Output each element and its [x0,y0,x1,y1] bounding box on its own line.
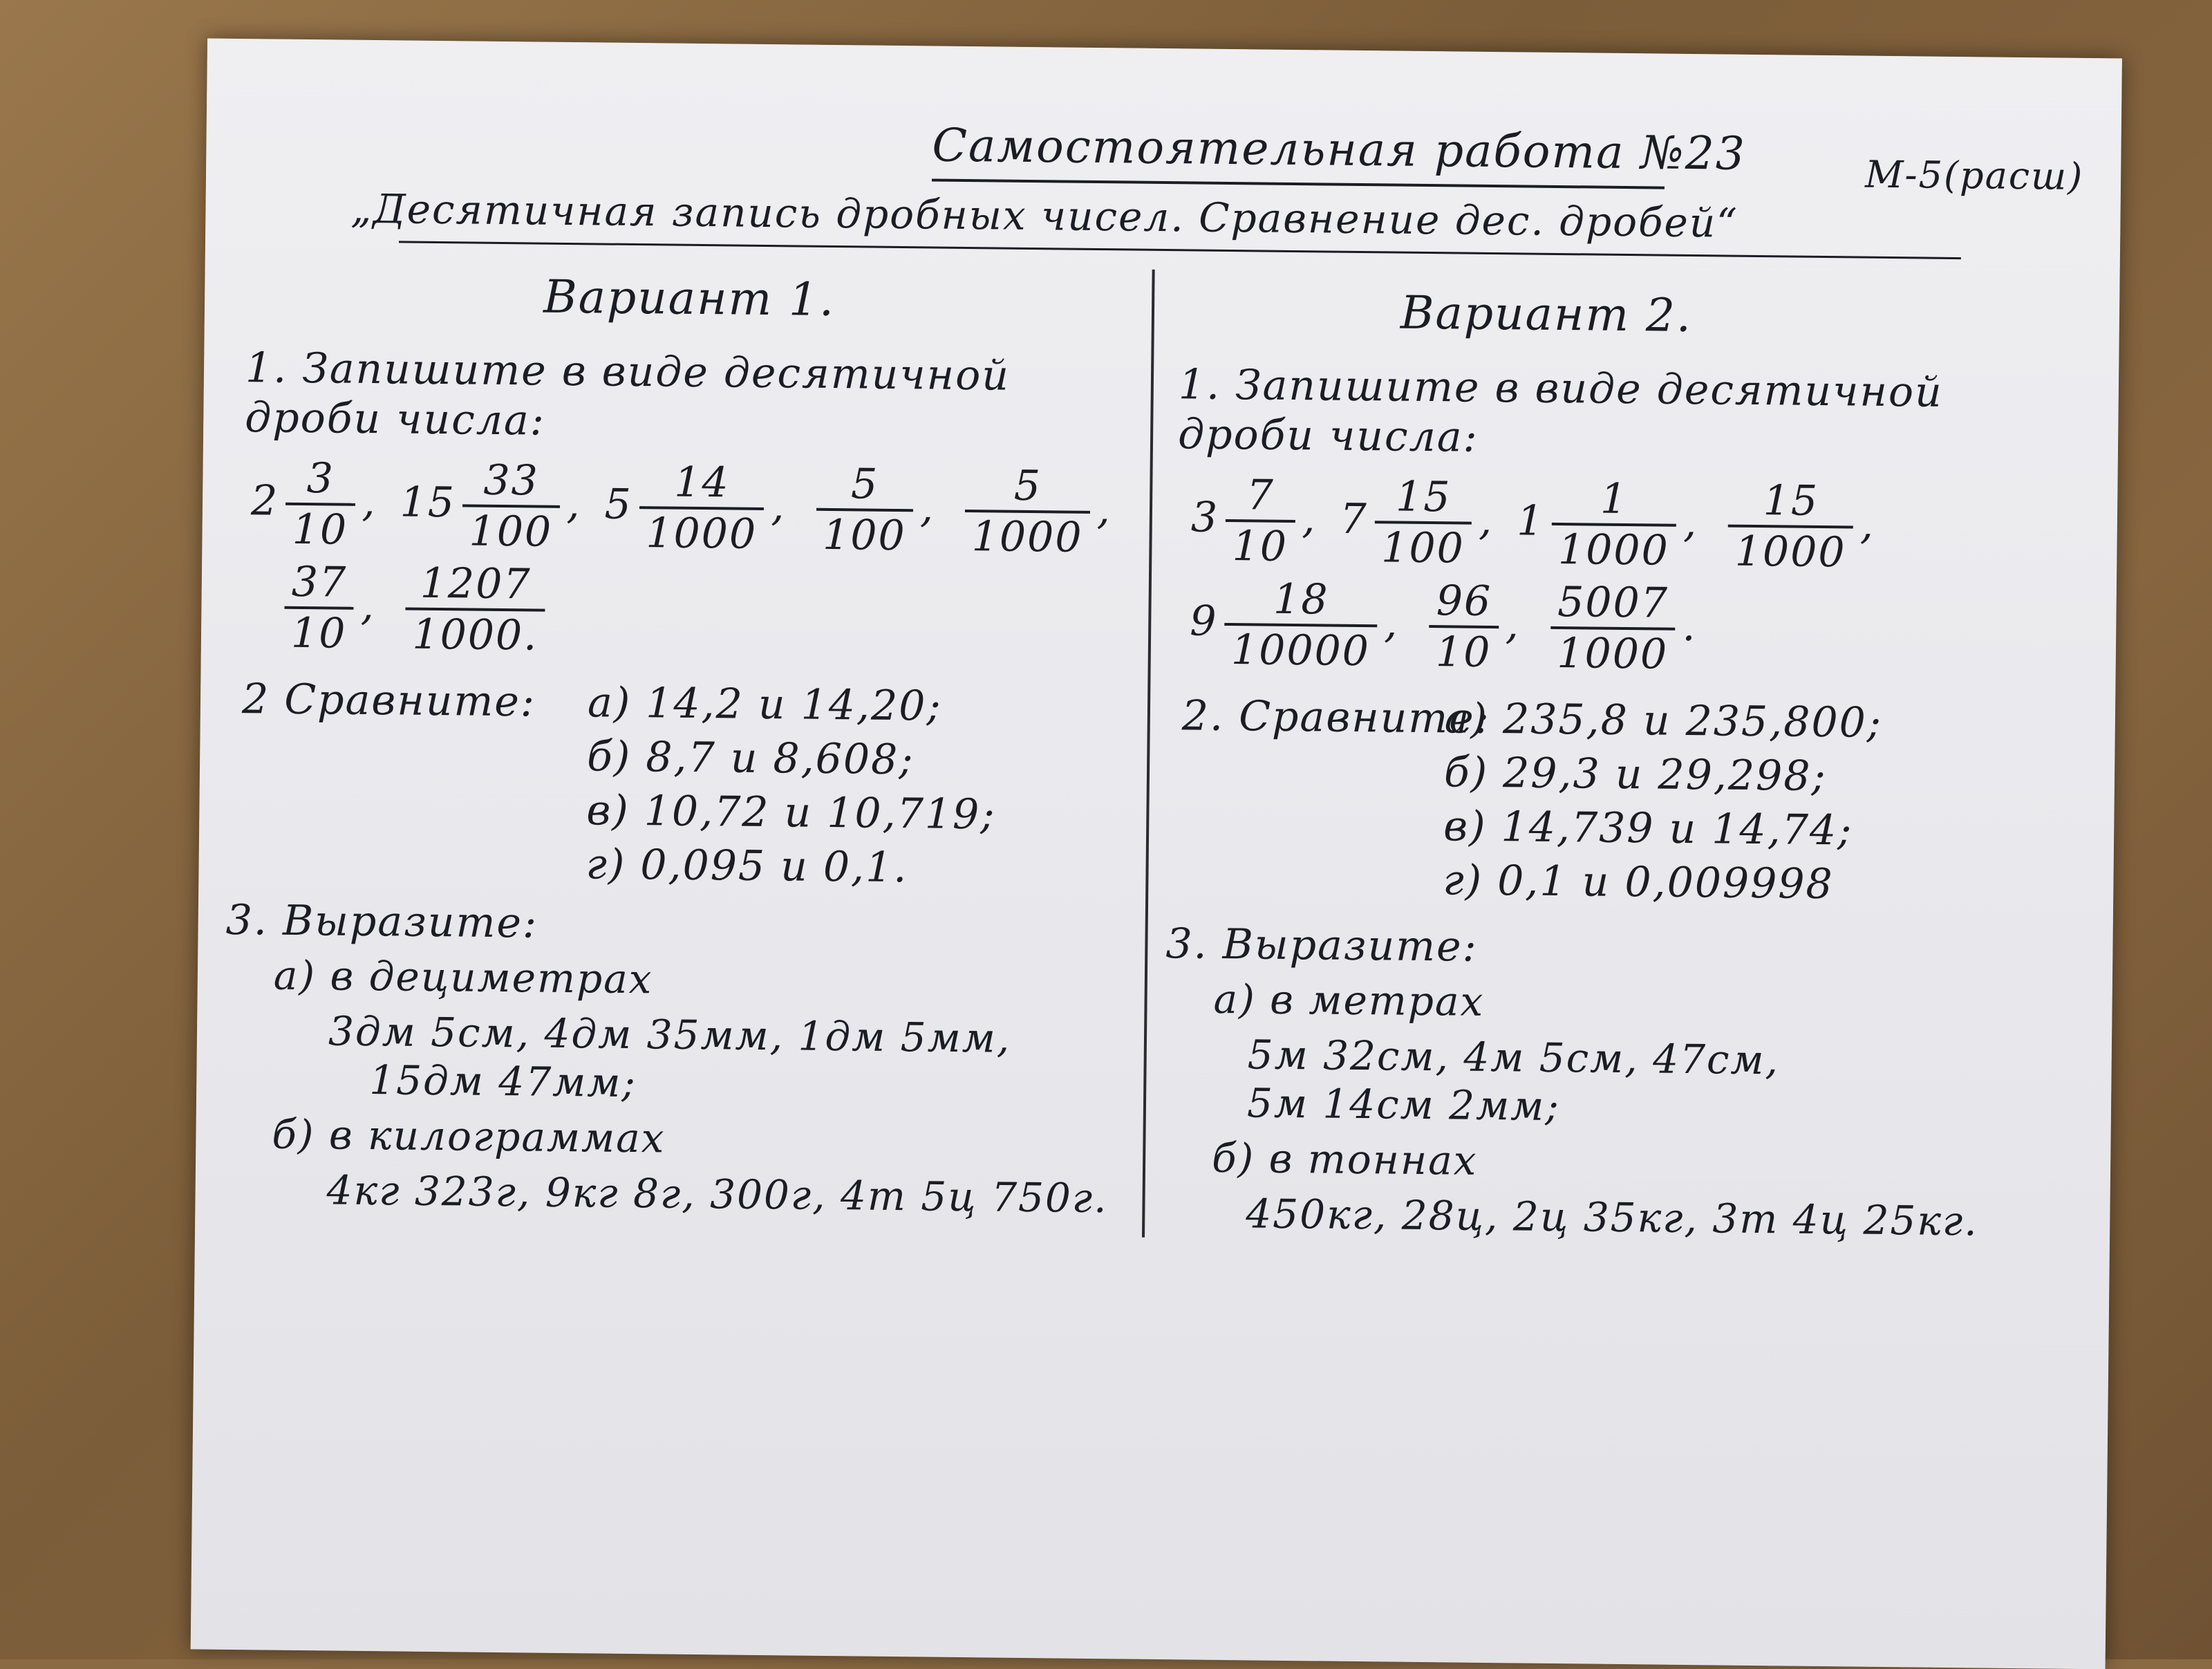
mixed-number [604,458,790,559]
separator: , [360,581,376,630]
fraction [1727,476,1853,577]
mixed-number [1340,472,1498,573]
numerator: 7 [1246,471,1275,520]
v2-task3-b-label: б) в тоннах [1211,1134,1478,1184]
numerator: 1207 [420,559,532,609]
mixed-number [277,557,379,658]
fraction [1429,577,1499,677]
whole-part: 3 [1190,492,1219,542]
v2-fractions-row1 [1190,470,1899,577]
v2-task3-label: 3. Выразите: [1165,920,1479,971]
separator: , [362,477,377,526]
fraction [816,460,914,560]
numerator: 5007 [1557,577,1669,628]
v1-task3-a-values-2: 15дм 47мм; [368,1056,637,1107]
compare-item: а) 235,8 и 235,800; [1444,694,1883,747]
numerator: 5 [1013,461,1042,511]
denominator: 100 [1374,521,1472,572]
title-underline [932,178,1665,189]
fraction [1225,471,1295,571]
v1-task1-label: 1. Запишите в виде десятичной дроби числа: [244,344,1011,445]
fraction [1550,578,1676,679]
fraction [639,458,765,559]
denominator: 1000. [405,608,545,660]
whole-part: 9 [1189,596,1218,646]
fraction [964,461,1090,562]
compare-item: г) 0,095 и 0,1. [585,840,908,893]
fraction [285,454,355,554]
mixed-number [400,456,585,557]
mixed-number [1189,575,1403,676]
separator: , [771,481,786,530]
v2-task3-a-values-2: 5м 14см 2мм; [1246,1079,1561,1130]
denominator: 1000 [1727,525,1853,577]
denominator: 10 [284,606,354,658]
separator: , [919,483,935,532]
fraction [462,456,560,556]
whole-part: 1 [1516,496,1545,546]
v2-task3-a-label: а) в метрах [1213,975,1485,1025]
v1-task3-b-label: б) в килограммах [272,1110,666,1162]
mixed-number [399,559,553,660]
compare-item: в) 14,739 и 14,74; [1443,802,1853,855]
compare-item: а) 14,2 и 14,20; [587,678,943,731]
separator: , [566,479,582,528]
worksheet-title: Самостоятельная работа №23 [932,118,1747,180]
separator: , [1478,496,1494,545]
v2-task2-label: 2. Сравните: [1181,691,1491,743]
separator: , [1384,598,1399,648]
denominator: 10 [1429,625,1499,677]
mixed-number [1190,471,1321,571]
compare-item: б) 29,3 и 29,298; [1443,748,1828,801]
compare-item: г) 0,1 и 0,009998 [1443,856,1835,909]
fraction [284,558,355,658]
separator: , [1859,500,1875,549]
denominator: 1000 [1551,523,1676,575]
class-note: М-5(расш) [1864,152,2084,198]
denominator: 1000 [639,506,764,559]
numerator: 15 [1395,472,1452,522]
denominator: 100 [816,508,913,560]
separator: , [1096,485,1112,534]
v2-task3-a-values-1: 5м 32см, 4м 5см, 47см, [1247,1031,1780,1084]
worksheet-paper [191,38,2122,1669]
variant2-heading: Вариант 2. [1400,286,1693,343]
numerator: 37 [291,557,348,607]
denominator: 100 [462,504,559,556]
numerator: 33 [483,456,540,505]
v1-fractions-row2 [277,558,572,660]
compare-item: б) 8,7 и 8,608; [586,732,915,785]
separator: , [1505,599,1521,649]
mixed-number [1516,474,1703,575]
v1-task3-b-values: 4кг 323г, 9кг 8г, 300г, 4т 5ц 750г. [326,1166,1108,1222]
worksheet-subtitle: „Десятичная запись дробных чисел. Сравнение дес. дробей“ [350,185,1739,247]
whole-part: 2 [250,476,279,525]
fraction [405,559,545,660]
v1-task3-a-label: а) в дециметрах [273,951,653,1003]
denominator: 10 [1225,519,1295,571]
fraction [1551,474,1677,575]
denominator: 1000 [1550,626,1675,679]
mixed-number [250,454,381,554]
separator: , [1683,498,1698,547]
v1-fractions-row1 [250,454,1135,562]
column-divider [1142,270,1155,1238]
fraction [1374,472,1472,572]
mixed-number [1422,577,1524,677]
numerator: 15 [1763,476,1819,525]
whole-part: 7 [1340,494,1369,543]
mixed-number [809,460,939,561]
fraction [1224,575,1378,675]
separator: . [1682,602,1698,651]
v1-task3-label: 3. Выразите: [225,895,538,948]
variant1-heading: Вариант 1. [543,270,836,327]
numerator: 1 [1600,474,1629,524]
v2-fractions-row2 [1190,574,1721,679]
mixed-number [958,461,1116,562]
denominator: 10 [285,503,355,554]
mixed-number [1544,577,1702,679]
v2-task3-b-values: 450кг, 28ц, 2ц 35кг, 3т 4ц 25кг. [1246,1190,1979,1245]
numerator: 96 [1436,577,1492,626]
numerator: 3 [306,454,335,503]
compare-item: в) 10,72 и 10,719; [586,786,996,839]
v2-task1-label: 1. Запишите в виде десятичной дроби числа: [1177,360,1944,462]
mixed-number [1721,476,1880,577]
numerator: 18 [1273,575,1329,624]
separator: , [1302,494,1317,543]
whole-part: 5 [604,480,633,529]
whole-part: 15 [400,478,456,527]
denominator: 1000 [964,510,1089,562]
numerator: 14 [673,458,731,507]
v1-task3-a-values-1: 3дм 5см, 4дм 35мм, 1дм 5мм, [328,1007,1011,1062]
v1-task2-label: 2 Сравните: [241,675,536,727]
numerator: 5 [850,460,879,509]
denominator: 10000 [1224,623,1378,675]
